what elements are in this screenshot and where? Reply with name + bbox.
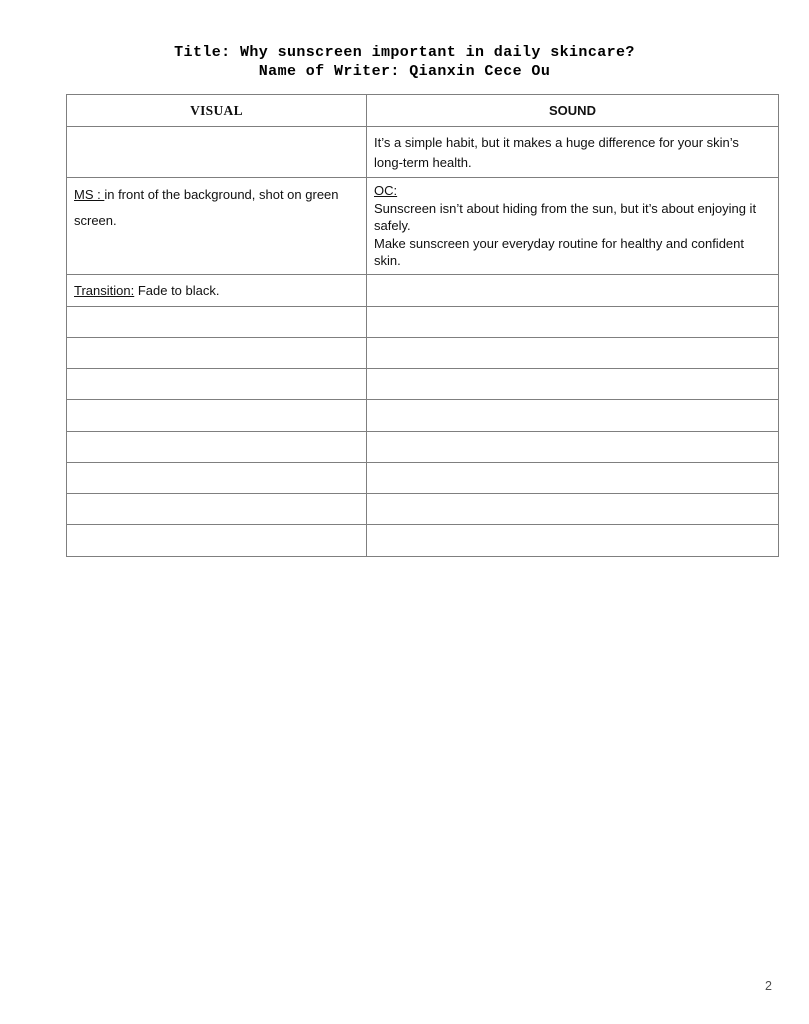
table-row-empty	[67, 431, 779, 462]
table-row-empty	[67, 400, 779, 431]
table-row-empty	[67, 462, 779, 493]
visual-cell-empty	[67, 400, 367, 431]
sound-cell-empty	[367, 462, 779, 493]
page-number: 2	[765, 979, 772, 993]
sound-cell-empty	[367, 306, 779, 337]
sound-column-header: SOUND	[367, 95, 779, 127]
visual-cell-empty	[67, 525, 367, 556]
sound-cell-empty	[367, 431, 779, 462]
visual-cell-empty	[67, 462, 367, 493]
visual-cell-empty	[67, 431, 367, 462]
table-row-empty	[67, 525, 779, 556]
document-header	[0, 43, 809, 81]
sound-paragraph: Make sunscreen your everyday routine for healthy and confident skin.	[374, 235, 744, 268]
visual-text: Fade to black.	[134, 282, 220, 298]
header-row	[67, 95, 779, 127]
table-row-empty	[67, 494, 779, 525]
table-row	[67, 178, 779, 275]
visual-cell-empty	[67, 494, 367, 525]
table-row-empty	[67, 369, 779, 400]
visual-text: in front of the background, shot on green screen.	[74, 187, 339, 228]
table-row-empty	[67, 337, 779, 368]
sound-cell-empty	[367, 369, 779, 400]
sound-paragraph: It’s a simple habit, but it makes a huge difference for your skin’s long-term health.	[374, 135, 739, 170]
visual-cell-empty	[67, 369, 367, 400]
script-table-head	[67, 95, 779, 127]
writer-text: Qianxin Cece Ou	[409, 63, 551, 80]
sound-cell-empty	[367, 400, 779, 431]
oc-label: OC:	[374, 183, 398, 198]
title-text: Why sunscreen important in daily skincare?	[239, 44, 635, 61]
table-row	[67, 274, 779, 306]
table-row-empty	[67, 306, 779, 337]
document-title-line	[0, 43, 809, 62]
writer-label: Name of Writer:	[258, 63, 400, 80]
visual-cell-empty	[67, 337, 367, 368]
sound-cell	[367, 274, 779, 306]
visual-cell	[67, 127, 367, 178]
script-table	[66, 94, 779, 557]
visual-column-header: VISUAL	[67, 95, 367, 127]
script-table-body	[67, 127, 779, 557]
sound-cell	[367, 127, 779, 178]
sound-cell-empty	[367, 494, 779, 525]
title-label: Title:	[174, 44, 231, 61]
visual-cell-empty	[67, 306, 367, 337]
table-row	[67, 127, 779, 178]
visual-cell	[67, 178, 367, 275]
transition-label: Transition:	[74, 282, 135, 298]
shot-type-label: MS :	[74, 187, 105, 202]
visual-cell	[67, 274, 367, 306]
sound-paragraph: Sunscreen isn’t about hiding from the sun, but it’s about enjoying it safely.	[374, 200, 757, 233]
sound-cell-empty	[367, 337, 779, 368]
sound-cell	[367, 178, 779, 275]
writer-line	[0, 62, 809, 81]
sound-cell-empty	[367, 525, 779, 556]
oc-label-line	[374, 182, 771, 200]
